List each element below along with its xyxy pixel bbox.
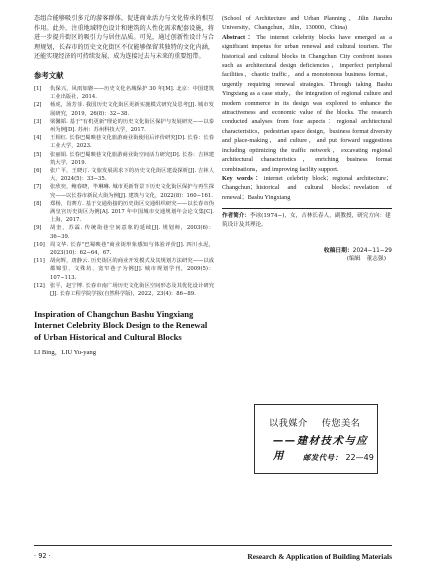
reference-item: [34, 183, 214, 199]
reference-number: [12]: [34, 282, 45, 289]
reference-text: 杨虎，汤芳菲. 我国历史文化街区更新实施模式研究及思考[J]. 城市发展研究，2019，26(8)：32−38.: [50, 102, 214, 117]
keywords: [222, 174, 392, 202]
reference-number: [8]: [34, 200, 42, 207]
abstract-label: Abstract：: [222, 33, 257, 41]
journal-advertisement-box: [254, 404, 378, 474]
reference-text: 张丽娟. 长春巴蜀映巷文化旅游商业街空间活力研究[D]. 长春：吉林建筑大学，2019.: [50, 151, 214, 166]
reference-number: [1]: [34, 85, 42, 92]
reference-item: [34, 257, 214, 282]
ad-postal-code: [303, 452, 374, 463]
reference-item: [34, 151, 214, 167]
reference-text: 张广平，王晓订. 文旅发展需求下的历史文化街区建设探析[J]. 吉林人大，2024(5)：33−35.: [50, 168, 214, 183]
references-heading: 参考文献: [34, 70, 64, 80]
journal-name: Research & Application of Building Materials: [247, 552, 392, 561]
reference-number: [7]: [34, 184, 42, 191]
reference-number: [9]: [34, 225, 42, 232]
received-date-line: [222, 247, 392, 255]
author-note-divider: [222, 208, 392, 209]
left-column: [34, 14, 214, 356]
reference-text: 胡向辉，唐静云. 历史街区的商业开发模式及其规划方法研究——以成都锦里、文殊坊、宽窄巷子为例[J]. 城市规划学刊，2009(5)：107−113.: [50, 258, 214, 281]
reference-text: 张欣奕，鲍春晓，毕琳琳. 城市更新背景下历史文化街区保护与再生探究——以长春市新民大街为例[J]. 建筑与文化，2022(8)：160−161.: [50, 184, 214, 199]
right-column: [222, 14, 392, 263]
editor-note: (编辑 董志强): [346, 255, 386, 262]
reference-item: [34, 134, 214, 150]
reference-number: [6]: [34, 168, 42, 174]
reference-item: [34, 118, 214, 134]
ad-slogan-left: 以我媒介: [269, 418, 308, 429]
reference-item: [34, 200, 214, 225]
footer-divider: [34, 545, 392, 546]
reference-text: 仇保兴，风雨如磐——历史文化名城保护 30 年[M]. 北京：中国建筑工业出版社，2014.: [50, 85, 214, 101]
received-label: 收稿日期：: [323, 247, 353, 254]
reference-item: [34, 167, 214, 183]
reference-text: 王相红. 长春巴蜀映巷文化旅游商业街使用后评价研究[D]. 长春：长春工业大学，2023.: [50, 135, 214, 150]
keywords-label: Key words：: [222, 174, 264, 182]
reference-item: [34, 101, 214, 117]
abstract-text: The internet celebrity blocks have emerged as a significant impetus for urban renewal and cultural tourism. The historical and cultural blocks in Changchun City confront issues such as architectural design deficiencies，imperfect peripheral facilities，chaotic traffic，and a monotonous business format，urgently requiring renewal strategies. Through taking Bashu Yingxiang as a case study，the integration of regional culture and modern commerce in its design was explored to enhance the attractiveness and economic value of the blocks. The research conducted analyses from four aspects：regional architectural characteristics，pedestrian space design，business format diversity and place-making，and culture，and put forward suggestions including optimizing the traffic network，excavating regional architectural characteristics，enriching business format combinations，and improving facility support.: [222, 33, 392, 173]
reference-number: [3]: [34, 118, 42, 125]
reference-text: 梁馨韬. 基于"有机更新"理论的历史文化街区保护与发展研究——以泰州为例[D]. 苏州：苏州科技大学，2017.: [50, 118, 214, 133]
reference-text: 周文华. 长春"巴蜀映巷"商业街形象感知与体验评价[J]. 四川水泥，2023(10)：62−64，67.: [50, 241, 214, 257]
author-note: [222, 212, 392, 229]
keywords-text: internet celebrity block；regional architecture；Changchun；historical and cultural blocks；revelation of renewal；Bashu Yingxiang: [222, 174, 393, 201]
english-authors: LI Bing，LIU Yu-yang: [34, 348, 97, 356]
received-date: 2024−11−29: [352, 247, 392, 254]
reference-number: [5]: [34, 151, 42, 158]
abstract: [222, 33, 392, 174]
reference-item: [34, 241, 214, 257]
reference-item: [34, 224, 214, 240]
reference-text: 郑杨，肖赛方. 基于交通衔接的历史街区交通组织研究——以长春市伪满皇宫历史街区为例[A]. 2017 年中国城市交通规划年会论文集[C]. 上海，2017.: [50, 200, 214, 224]
ad-postal-code-value: 22—49: [345, 453, 374, 462]
reference-number: [10]: [34, 241, 45, 248]
ad-postal-code-label: 邮发代号：: [303, 453, 343, 462]
reference-number: [2]: [34, 102, 42, 109]
reference-text: 张平，赵宁博. 长春市南广场历史文化街区空间形态及其优化设计研究[J]. 长春工程学院学报(自然科学版)，2022，23(4)：86−89.: [50, 282, 214, 298]
reference-number: [4]: [34, 135, 42, 142]
reference-item: [34, 85, 214, 101]
ad-slogan: [269, 415, 375, 429]
reference-list: [34, 85, 214, 298]
author-note-label: 作者简介：: [222, 213, 250, 220]
reference-number: [11]: [34, 258, 45, 265]
ad-slogan-right: 传您美名: [321, 418, 361, 429]
ad-journal-name: ——建材技术与应用: [273, 435, 369, 462]
page-number: · 92 ·: [34, 552, 51, 560]
author-note-text: 李冰(1974−)，女，吉林长春人，副教授，研究方向：建筑设计及其理论。: [222, 213, 391, 228]
reference-text: 胡奎，苏霖. 传统街巷空间意象的延续[J]. 规划师，2003(6)：36−39.: [50, 225, 214, 240]
affiliation: (School of Architecture and Urban Planning，Jilin Jianzhu University，Changchun，Jilin，130000，China): [222, 15, 392, 32]
intro-paragraph: 态组合能够吸引多元的游客群体，促进商业活力与文化传承的相互作用。此外，注重地域特色设计和建筑的人性化需求配套设施，将进一步提升街区的吸引力与居住品质。可见，通过创新性设计与合理规划，长春市的历史文化街区不仅能够保留其独特的文化内涵，还能实现经济的可持续发展，成为连接过去与未来的重要纽带。: [34, 15, 214, 61]
reference-item: [34, 282, 214, 298]
english-title: Inspiration of Changchun Bashu Yingxiang Internet Celebrity Block Design to the Renewal of Urban Historical and Cultural Blocks: [34, 309, 208, 342]
